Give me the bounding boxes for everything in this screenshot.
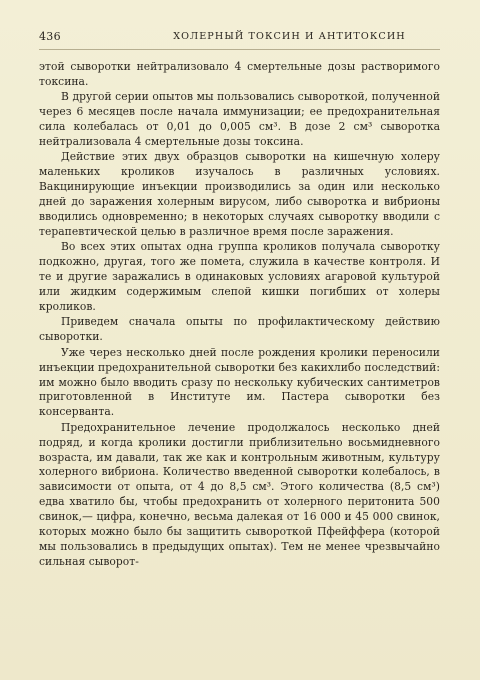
paragraph: В другой серии опытов мы пользовались сывороткой, полученной через 6 месяцев после начала иммунизации; ее предохранительная сила колебалась от 0,01 до 0,005 см³. В дозе 2 см³ сыворотка нейтрализовала 4 смертельные дозы токсина. xyxy=(39,90,440,149)
page-header xyxy=(39,30,440,48)
paragraph: Приведем сначала опыты по профилактическому действию сыворотки. xyxy=(39,315,440,344)
paragraph: Предохранительное лечение продолжалось несколько дней подряд, и когда кролики достигли приблизительно восьмидневного возраста, им давали, так же как и контрольным животным, культуру холерного вибриона. Количество введенной сыворотки колебалось, в зависимости от опыта, от 4 до 8,5 см³. Этого количества (8,5 см³) едва хватило бы, чтобы предохранить от холерного перитонита 500 свинок,— цифра, конечно, весьма далекая от 16 000 и 45 000 свинок, которых можно было бы защитить сывороткой Пфейффера (которой мы пользовались в предыдущих опытах). Тем не менее чрезвычайно сильная сыворот- xyxy=(39,420,440,568)
paragraph-continued: этой сыворотки нейтрализовало 4 смертельные дозы растворимого токсина. xyxy=(39,60,440,88)
body-text xyxy=(39,60,440,570)
paragraph: Действие этих двух образцов сыворотки на кишечную холеру маленьких кроликов изучалось в различных условиях. Вакцинирующие инъекции производились за один или несколько дней до заражения холерным вирусом, либо сыворотка и вибрионы вводились одновременно; в некоторых случаях сыворотку вводили с терапевтической целью в различное время после заражения. xyxy=(39,150,440,238)
page-number: 436 xyxy=(39,30,61,43)
paragraph: Уже через несколько дней после рождения кролики переносили инъекции предохранительной сыворотки без какихлибо последствий: им можно было вводить сразу по нескольку кубических сантиметров приготовленной в Институте им. Пастера сыворотки без консерванта. xyxy=(39,345,440,419)
paragraph: Во всех этих опытах одна группа кроликов получала сыворотку подкожно, другая, того же помета, служила в качестве контроля. И те и другие заражались в одинаковых условиях агаровой культурой или жидким содержимым слепой кишки погибших от холеры кроликов. xyxy=(39,240,440,313)
running-title: ХОЛЕРНЫЙ ТОКСИН И АНТИТОКСИН xyxy=(173,31,406,42)
header-divider xyxy=(39,49,440,50)
